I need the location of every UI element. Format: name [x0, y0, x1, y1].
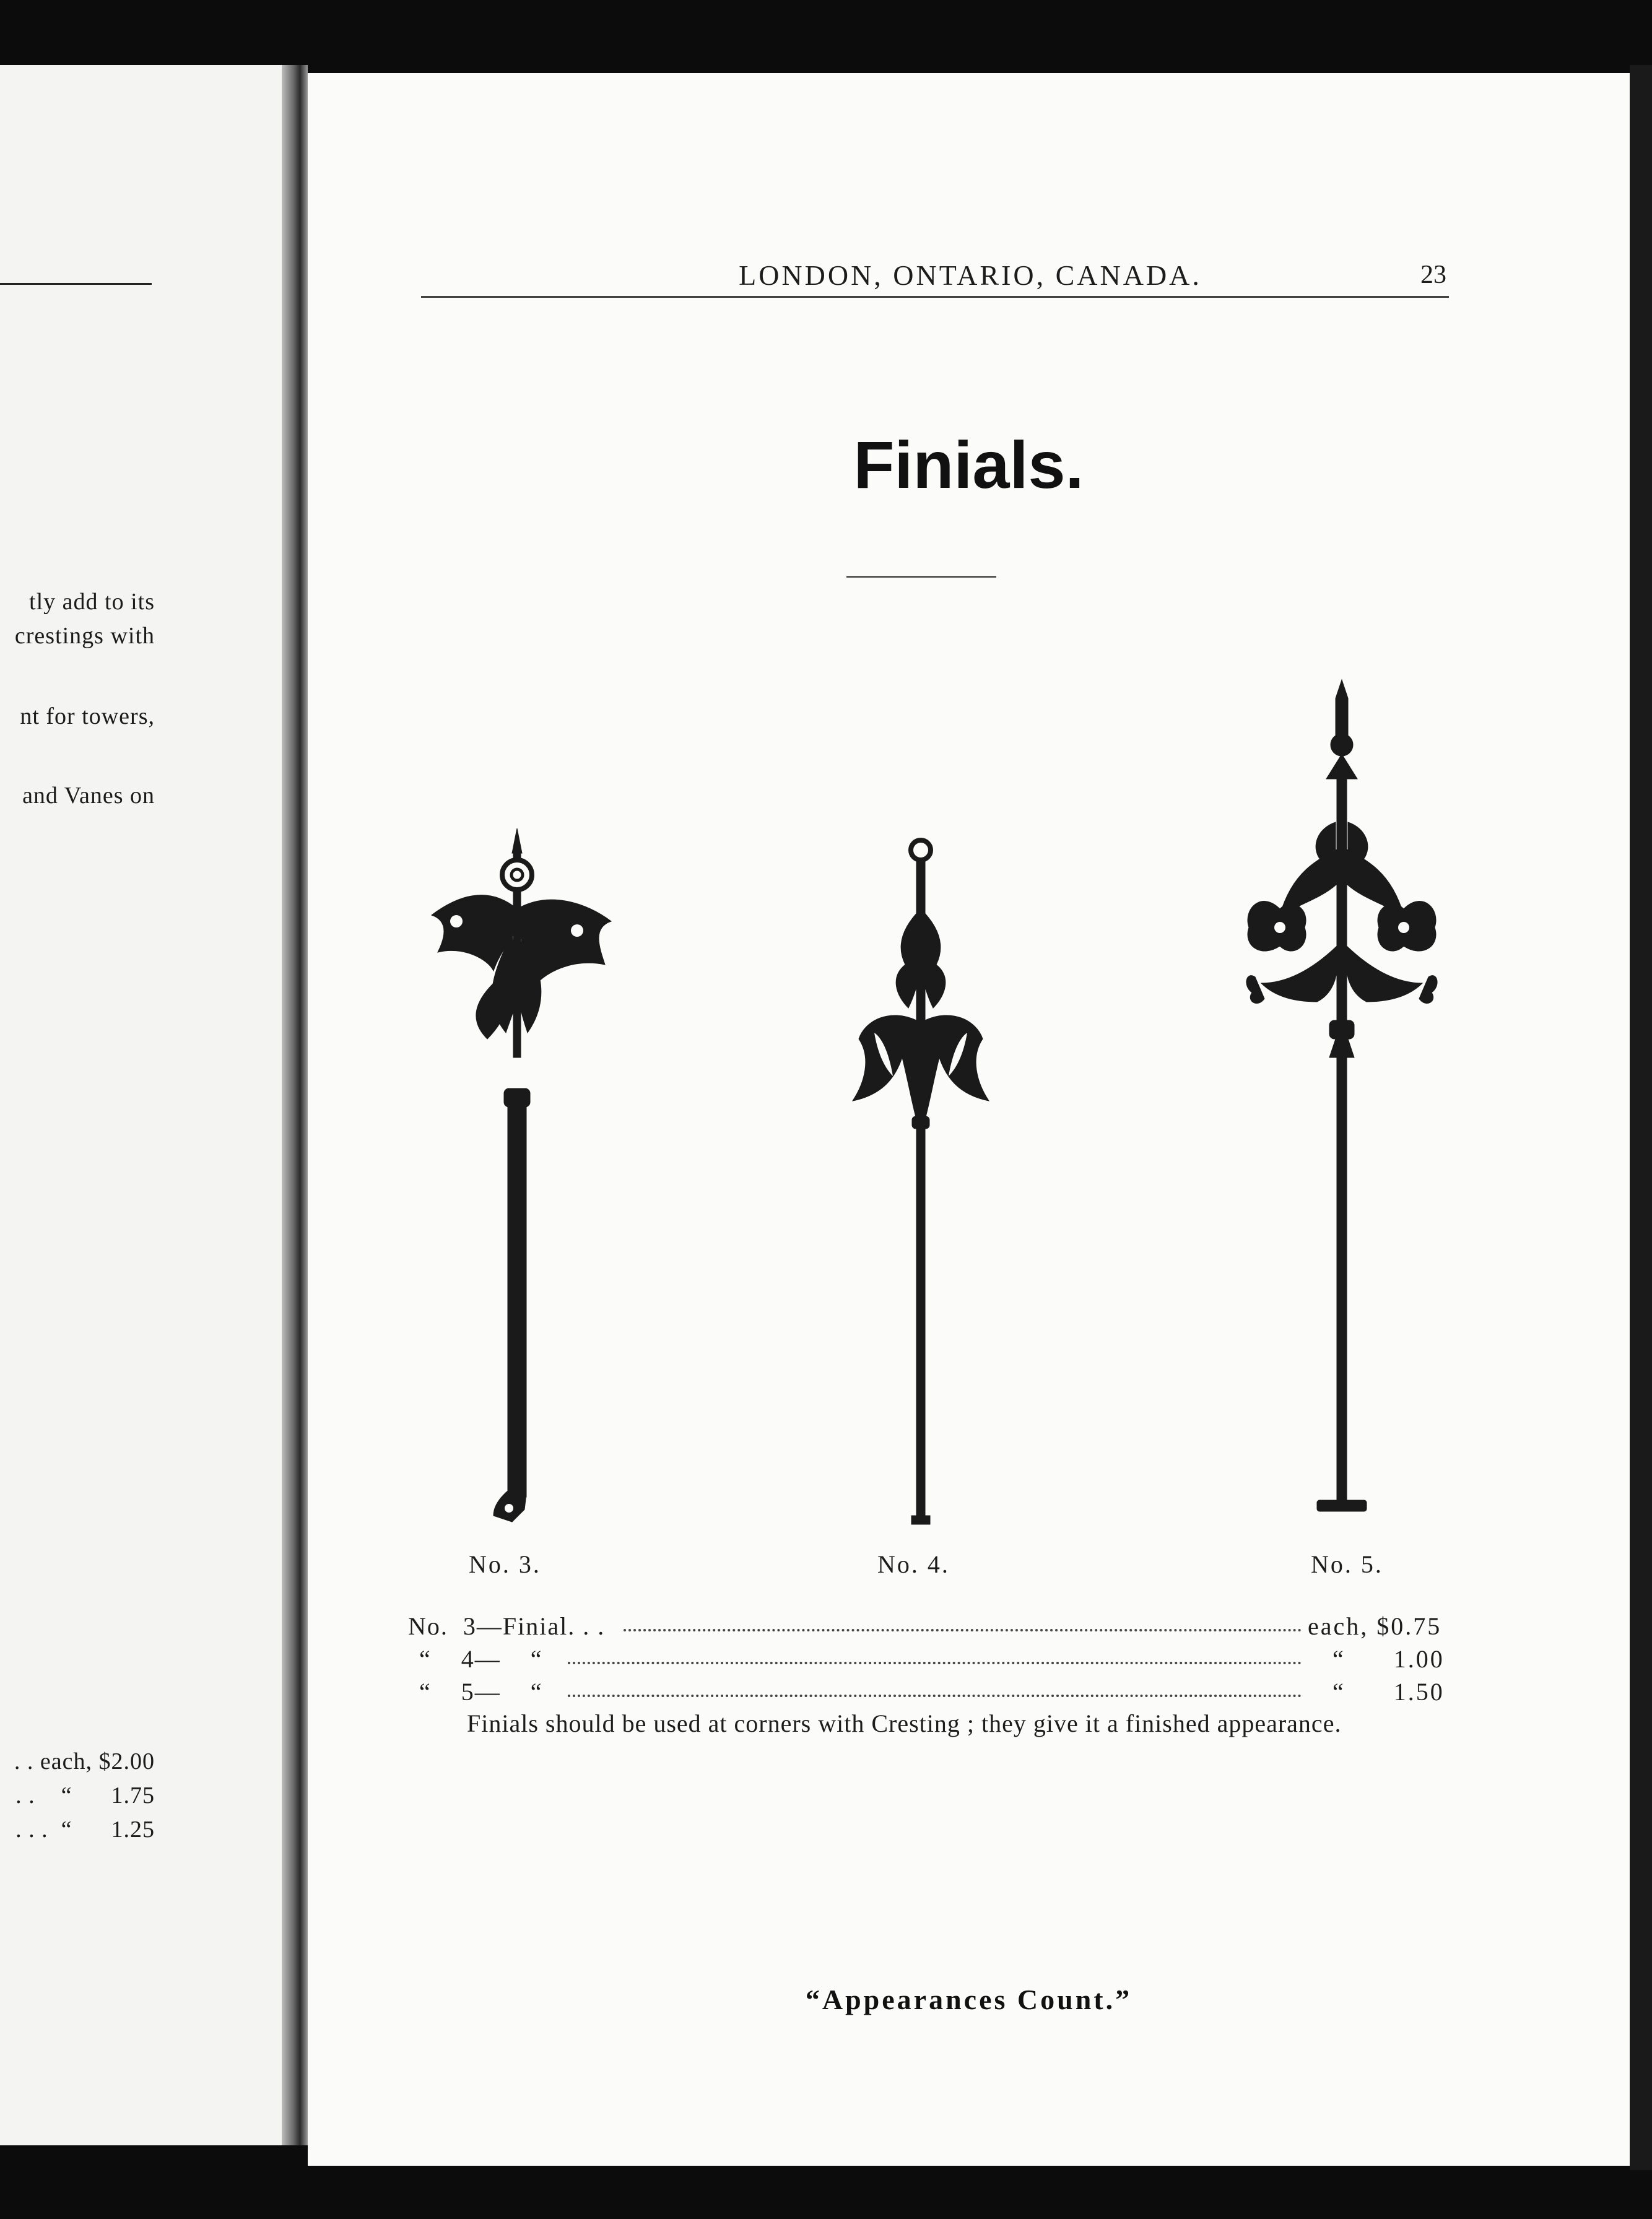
right-page [308, 73, 1630, 2166]
left-page-price: . . . “ 1.25 [15, 1817, 155, 1843]
finial-no3-illustration [419, 816, 617, 1547]
left-page-price: . . each, $2.00 [14, 1748, 155, 1774]
motto: “Appearances Count.” [805, 1984, 1132, 2015]
leader-dots [568, 1695, 1302, 1697]
finial-no4-illustration [846, 835, 995, 1547]
page-title: Finials. [853, 427, 1084, 502]
item-label-no5: No. 5. [1311, 1550, 1383, 1578]
price-value-no3: each, $0.75 [1308, 1612, 1442, 1640]
item-label-no4: No. 4. [877, 1550, 950, 1578]
finial-no5-illustration [1243, 674, 1441, 1540]
left-page-line: tly add to its [29, 589, 155, 615]
running-header: LONDON, ONTARIO, CANADA. [739, 259, 1202, 291]
leader-dots [624, 1629, 1302, 1631]
price-desc-no4: “ 4— “ [419, 1645, 543, 1673]
price-value-no4: “ 1.00 [1332, 1645, 1445, 1673]
left-page-line: nt for towers, [20, 703, 155, 729]
page-edge-shadow [1630, 65, 1652, 2170]
header-rule [421, 296, 1449, 298]
left-page-fragment [0, 65, 282, 2145]
left-page-line: and Vanes on [22, 783, 155, 809]
price-desc-no3: No. 3—Finial. . . [408, 1612, 606, 1640]
title-rule [846, 576, 996, 578]
left-page-price: . . “ 1.75 [15, 1783, 155, 1809]
usage-note: Finials should be used at corners with Cresting ; they give it a finished appearance. [467, 1709, 1342, 1737]
item-label-no3: No. 3. [469, 1550, 541, 1578]
left-page-line: crestings with [14, 623, 155, 649]
left-page-rule [0, 283, 152, 285]
leader-dots [568, 1662, 1302, 1664]
page-number: 23 [1420, 261, 1446, 289]
price-value-no5: “ 1.50 [1332, 1678, 1445, 1706]
price-desc-no5: “ 5— “ [419, 1678, 543, 1706]
book-gutter [282, 65, 308, 2145]
